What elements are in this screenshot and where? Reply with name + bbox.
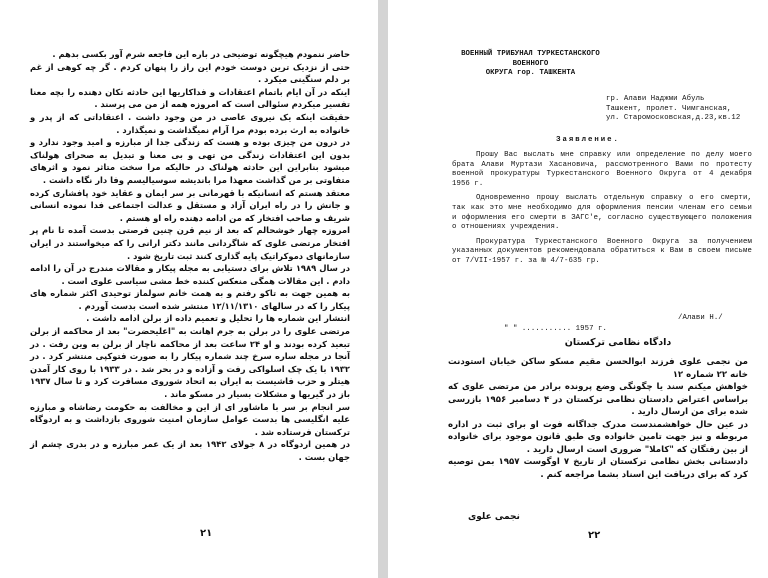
- document-title: Заявление.: [556, 136, 620, 144]
- paragraph: در عین حال خواهشمندست مدرک جداگانه فوت او برای ثبت در اداره مربوطه و نیز جهت تامین خانواده وی طبق قانون موجود برای خانواده از بین رفتگان که "کاملا" ضروری است ارسال دارید .: [448, 419, 748, 455]
- paragraph: Прошу Вас выслать мне справку или определение по делу моего брата Алави Муртази Хасановича, рассмотренного Вами по протесту военной прокуратуры Туркестанского Военного Округа от 4 декабря 1956 г.: [452, 151, 752, 188]
- paragraph: در همین اردوگاه در ۸ جولای ۱۹۴۲ بعد از یک عمر مبارزه و در بدری چشم از جهان بست .: [30, 439, 351, 462]
- right-page: [388, 0, 768, 578]
- address-line: ул. Старомосковская,д.23,кв.12: [606, 114, 741, 123]
- page-number: ۲۲: [588, 530, 601, 541]
- paragraph: معتقد هستم که انسانیکه با قهرمانی بر سر ایمان و عقاید خود پافشاری کرده و جانش را در راه ایران آزاد و مستقل و عدالت اجتماعی فدا نموده انسانی شریف و صاحب افتخار که من ادامه دهنده راه او هستم .: [30, 187, 350, 223]
- left-page-text: [30, 48, 350, 464]
- paragraph: اینکه در آن ایام باتمام اعتقادات و فداکاریها این حادثه تکان دهنده را بچه معنا تفسیر میکردم سئوالی است که امروزه همه از من می پرسند .: [30, 86, 350, 110]
- page-number: ۲۱: [200, 528, 213, 539]
- paragraph: سر انجام بر سر با ماشاور ای از این و مخالفت به حکومت رضاشاه و مبارزه علیه انگلیسی ها بدست عوامل سازمان امنیت شوروی بازداشت و به اردوگاه ترکستان فرستاده شد .: [30, 401, 350, 437]
- persian-title-block: [448, 337, 748, 350]
- paragraph: دادستانی بخش نظامی ترکستان از تاریخ ۷ اوگوست ۱۹۵۷ بمن توصیه کرد که برای دریافت این اسناد بشما مراجعه کنم .: [448, 457, 748, 480]
- paragraph: به همین جهت به تاکو رفتم و به همت خانم سولماز توحیدی اکثر شماره های پیکار را که در سالهای ۱۲/۱۱/۱۳۱۰ منتشر شده است بدست آوردم .: [30, 288, 350, 311]
- paragraph: در سال ۱۹۸۹ تلاش برای دستیابی به مجله پیکار و مقالات مندرج در آن را ادامه دادم . این مقالات همگی منعکس کننده خط مشی سیاسی علوی است .: [30, 263, 350, 286]
- sender-address: [606, 95, 756, 124]
- russian-signature: /Алави Н./: [678, 314, 723, 322]
- paragraph: امروزه چهار خوشحالم که بعد از نیم قرن چنین فرصتی بدست آمده تا نام پر افتخار مرتضی علوی که شاگردانی مانند دکتر ارانی را که میخواستند در ایران سازمانهای دموکراتیک پایه گذاری کنند ثبت تاریخ شود .: [30, 225, 350, 261]
- persian-title: دادگاه نظامی ترکستان: [564, 337, 672, 348]
- russian-letter-body: [452, 151, 752, 272]
- letter-date: " " ........... 1957 г.: [504, 325, 608, 333]
- paragraph: حقیقت اینکه یک نیروی عاصی در من وجود داشت . اعتقاداتی که از پدر و خانواده به ارث برده بودم مرا آرام نمیگذاشت و نمیگذارد .: [30, 111, 350, 135]
- paragraph: خواهش میکنم سند یا چگونگی وضع پرونده برادر من مرتضی علوی که براساس اعتراض دادستان نظامی ترکستان در ۴ دسامبر ۱۹۵۶ بازرسی شده برای من ارسال دارید .: [448, 382, 748, 417]
- paragraph: Прокуратура Туркестанского Военного Округа за получением указанных документов рекомендовала обратиться к Вам в своем письме от 7/VII-1957 г. за № 4/7-635 гр.: [452, 237, 752, 265]
- paragraph: حاضر ننمودم هیچگونه توضیحی در باره این فاجعه شرم آور بکسی بدهم .: [52, 49, 350, 59]
- persian-letter-body: [448, 356, 748, 481]
- header-line: ВОЕННЫЙ ТРИБУНАЛ ТУРКЕСТАНСКОГО ВОЕННОГО: [461, 50, 600, 68]
- header-line: ОКРУГА гор. ТАШКЕНТА: [485, 69, 576, 78]
- paragraph: مرتضی علوی را در برلن به جرم اهانت به "اعلیحضرت" بعد از محاکمه از برلن تبعید کرده بودند و او ۲۴ ساعت بعد از محاکمه ناچار از برلن به وین رفت . در آنجا در مجله ساره سرخ چند شماره پیکار را به صورت فتوکپی منتشر کرد . در ۱۹۳۲ با یک چک اسلواکی رفت و آزاده و در بحر شد . در ۱۹۳۳ با روی کار آمدن هیتلر و حزب فاشیست به ایران به اتحاد شوروی مسافرت کرد و تا سال ۱۹۳۷ باز در گیریها و مشکلات بسیار در مسکو ماند .: [30, 326, 351, 400]
- paragraph: من نجمی علوی فرزند ابوالحسن مقیم مسکو ساکن خیابان استودنت خانه ۲۲ شماره ۱۲: [448, 357, 748, 380]
- paragraph: حتی از نزدیک ترین دوست خودم این راز را پنهان کردم . گر چه کوهی از غم بر دلم سنگینی میکرد .: [30, 61, 350, 85]
- left-page: [0, 0, 378, 578]
- paragraph: انتشار این شماره ها را تحلیل و تعمیم داده از برلن ادامه داشت .: [86, 313, 350, 324]
- paragraph: در درون من چیزی بوده و هست که زندگی جدا از مبارزه و امید وجود ندارد و بدون این اعتقادات زندگی من تهی و بی معنا و تبدیل به صحرای هولناک میشود بنابراین این حادثه هولناک در حالیکه مرا سخت متاثر نمود و اثرهای متفاوتی بر من گذاشت معهذا مرا باندیشه سوسیالیسم وفا دار نگاه داشت .: [30, 137, 350, 185]
- address-line: Ташкент, пролет. Чимганская,: [606, 104, 732, 113]
- paragraph: Одновременно прошу выслать отдельную справку о его смерти, так как это мне необходимо для оформления пенсии членам его семьи и оформления его смерти в ЗАГС'е, согласно существующего положения о отношениях учреждения.: [452, 194, 752, 232]
- tribunal-header: [448, 50, 613, 79]
- persian-signature: نجمی علوی: [468, 512, 520, 522]
- address-line: гр. Алави Наджми Абуль: [606, 95, 705, 103]
